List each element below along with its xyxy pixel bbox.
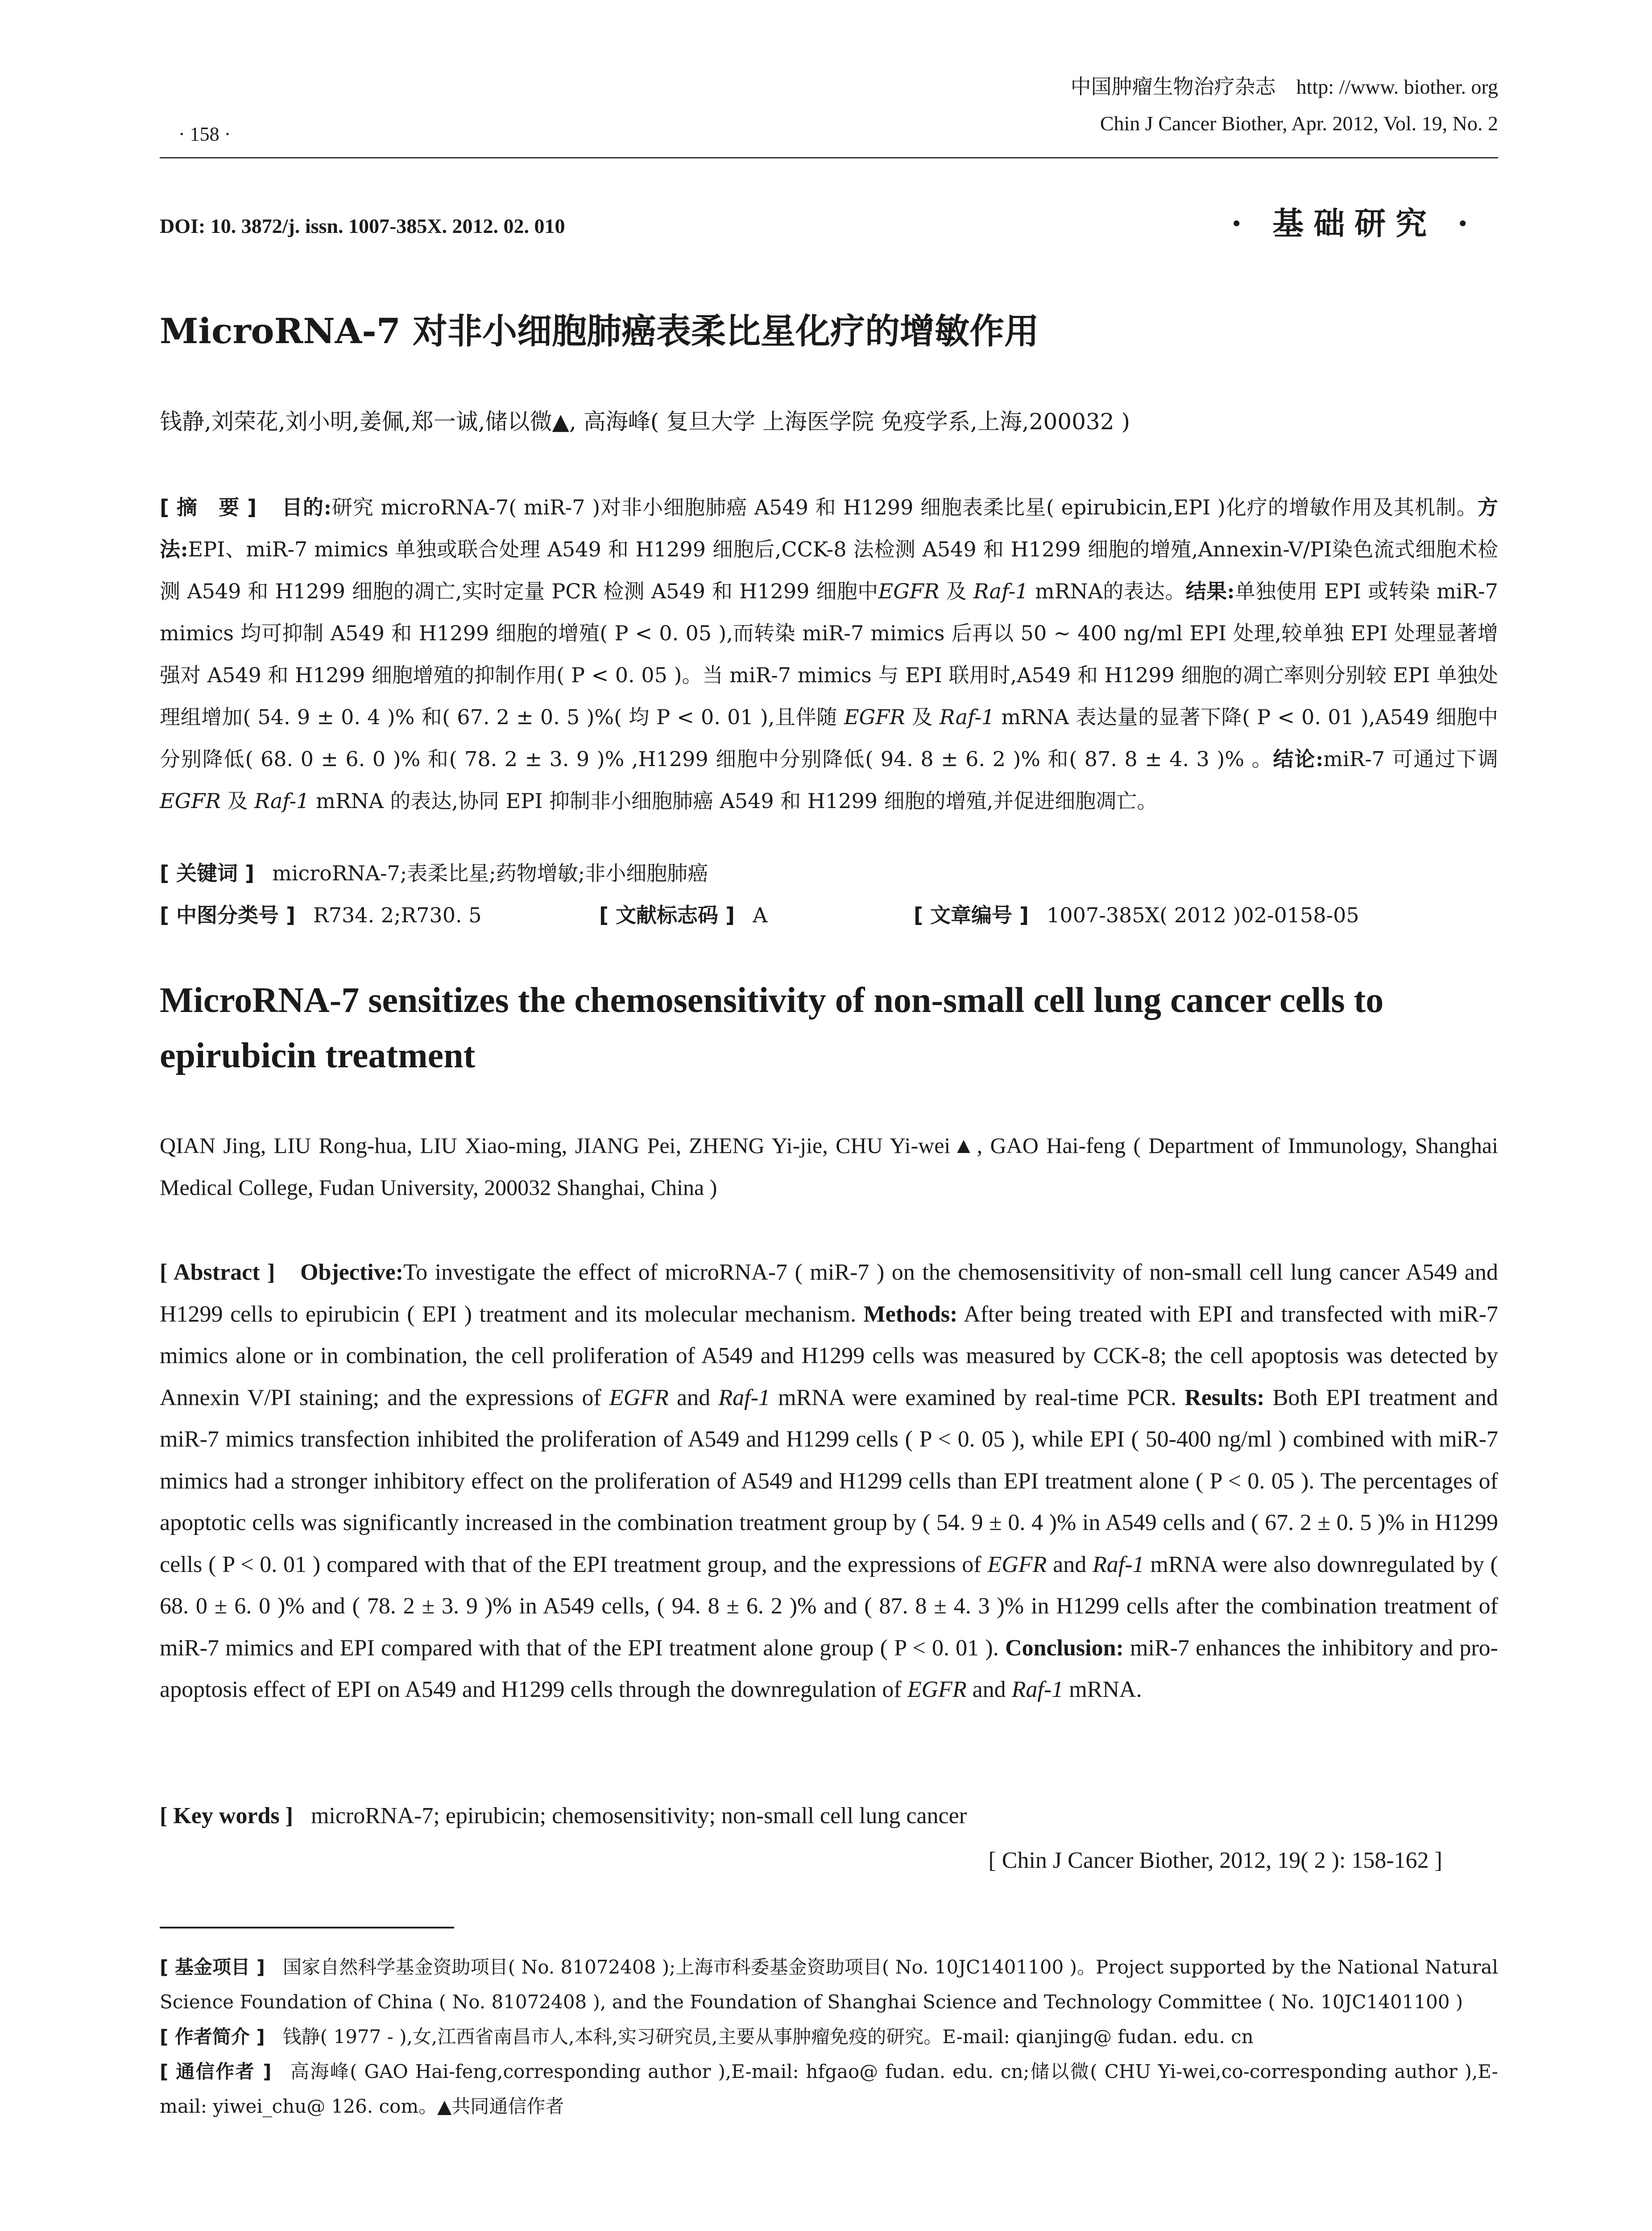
- gene-raf1: Raf-1: [973, 579, 1029, 603]
- gene-egfr: EGFR: [609, 1385, 669, 1410]
- and-en: and: [668, 1385, 719, 1410]
- keywords-en: [160, 1803, 967, 1829]
- gene-egfr: EGFR: [878, 579, 940, 603]
- keywords-en-text: microRNA-7; epirubicin; chemosensitivity; non-small cell lung cancer: [311, 1803, 967, 1829]
- article-number-field: [914, 899, 1359, 929]
- gene-egfr: EGFR: [844, 705, 905, 729]
- journal-header-en: Chin J Cancer Biother, Apr. 2012, Vol. 19, No. 2: [1100, 112, 1498, 135]
- and-cn: 及: [905, 705, 940, 729]
- and-en: and: [1047, 1551, 1093, 1577]
- and-en: and: [966, 1677, 1012, 1702]
- conclusion-label-en: Conclusion:: [1005, 1635, 1124, 1661]
- fund-label: [ 基金项目 ]: [160, 1956, 265, 1978]
- conclusion-label-cn: 结论:: [1273, 747, 1324, 771]
- conclusion-cn-2: mRNA 的表达,协同 EPI 抑制非小细胞肺癌 A549 和 H1299 细胞的增殖,并促进细胞凋亡。: [309, 789, 1158, 813]
- keywords-cn-label: [ 关键词 ]: [160, 861, 255, 885]
- methods-en-1: After being treated with EPI and transfected with miR-7 mimics alone or in combination, the cell proliferation of A549 and H1299 cells was measured by CCK-8; the cell apoptosis was detected by Annexin V/PI staining; and the expressions of: [160, 1301, 1499, 1410]
- gene-egfr: EGFR: [160, 789, 221, 813]
- author-bio-label: [ 作者简介 ]: [160, 2026, 265, 2048]
- gene-raf1: Raf-1: [718, 1385, 770, 1410]
- corresponding-text: 高海峰( GAO Hai-feng,corresponding author ),E-mail: hfgao@ fudan. edu. cn;储以微( CHU Yi-wei,co-corresponding author ),E-mail: yiwei_chu@ 126. com。▲共同通信作者: [160, 2061, 1498, 2117]
- methods-cn-2: mRNA的表达。: [1028, 579, 1186, 603]
- objective-label-en: Objective:: [300, 1260, 404, 1285]
- footnotes: [160, 1950, 1498, 2124]
- conclusion-cn-1: miR-7 可通过下调: [1323, 747, 1499, 771]
- authors-en: QIAN Jing, LIU Rong-hua, LIU Xiao-ming, JIANG Pei, ZHENG Yi-jie, CHU Yi-wei▲, GAO Hai-feng ( Department of Immunology, Shanghai Medical College, Fudan University, 200032 Shanghai, China ): [160, 1133, 1498, 1200]
- results-en-2: mRNA were also downregulated by ( 68. 0 ± 6. 0 )% and ( 78. 2 ± 3. 9 )% in A549 cells, ( 94. 8 ± 6. 2 )% and ( 87. 8 ± 4. 3 )% in H1299 cells after the combination treatment of miR-7 mimics and EPI compared with that of the EPI treatment alone group ( P < 0. 01 ).: [160, 1551, 1498, 1661]
- and-cn: 及: [220, 789, 255, 813]
- conclusion-en-2: mRNA.: [1063, 1677, 1142, 1702]
- section-tag: · 基础研究 ·: [1231, 205, 1478, 242]
- authors-cn: 钱静,刘荣花,刘小明,姜佩,郑一诚,储以微▲, 高海峰( 复旦大学 上海医学院 免疫学系,上海,200032 ): [160, 409, 1130, 435]
- gene-egfr: EGFR: [907, 1677, 967, 1702]
- footnote-divider: [160, 1927, 454, 1928]
- keywords-cn-text: microRNA-7;表柔比星;药物增敏;非小细胞肺癌: [272, 861, 708, 885]
- conclusion-en-1: miR-7 enhances the inhibitory and pro-apoptosis effect of EPI on A549 and H1299 cells through the downregulation of: [160, 1635, 1499, 1702]
- objective-en: To investigate the effect of microRNA-7 ( miR-7 ) on the chemosensitivity of non-small cell lung cancer A549 and H1299 cells to epirubicin ( EPI ) treatment and its molecular mechanism.: [160, 1260, 1499, 1327]
- clc-value: R734. 2;R730. 5: [313, 903, 482, 927]
- classification-row: [160, 899, 1498, 941]
- doc-code-label: [ 文献标志码 ]: [599, 903, 735, 927]
- clc-label: [ 中图分类号 ]: [160, 903, 296, 927]
- gene-raf1: Raf-1: [1093, 1551, 1144, 1577]
- results-cn-2: mRNA 表达量的显著下降( P < 0. 01 ),A549 细胞中分别降低( 68. 0 ± 6. 0 )% 和( 78. 2 ± 3. 9 )% ,H1299 细胞中分别降低( 94. 8 ± 6. 2 )% 和( 87. 8 ± 4. 3 )% 。: [160, 705, 1498, 771]
- footnote-corresponding: [160, 2054, 1498, 2124]
- abstract-en: [160, 1252, 1498, 1711]
- methods-label-cn: 方法:: [160, 495, 1499, 561]
- methods-cn-1: EPI、miR-7 mimics 单独或联合处理 A549 和 H1299 细胞后,CCK-8 法检测 A549 和 H1299 细胞的增殖,Annexin-V/PI染色流式细胞术检测 A549 和 H1299 细胞的凋亡,实时定量 PCR 检测 A549 和 H1299 细胞中: [160, 537, 1498, 603]
- header-divider: [160, 157, 1498, 158]
- doc-code-field: [599, 899, 767, 929]
- doi: DOI: 10. 3872/j. issn. 1007-385X. 2012. 02. 010: [160, 215, 565, 237]
- gene-raf1: Raf-1: [939, 705, 995, 729]
- journal-header-cn: 中国肿瘤生物治疗杂志 http: //www. biother. org: [1070, 75, 1498, 98]
- footnote-author: [160, 2020, 1498, 2054]
- article-number-value: 1007-385X( 2012 )02-0158-05: [1047, 903, 1359, 927]
- footnote-fund: [160, 1950, 1498, 2020]
- doc-code-value: A: [753, 903, 768, 927]
- results-en-1: Both EPI treatment and miR-7 mimics transfection inhibited the proliferation of A549 and H1299 cells ( P < 0. 05 ), while EPI ( 50-400 ng/ml ) combined with miR-7 mimics had a stronger inhibitory effect on the proliferation of A549 and H1299 cells than EPI treatment alone ( P < 0. 05 ). The percentages of apoptotic cells was significantly increased in the combination treatment group by ( 54. 9 ± 0. 4 )% in A549 cells and ( 67. 2 ± 0. 5 )% in H1299 cells ( P < 0. 01 ) compared with that of the EPI treatment group, and the expressions of: [160, 1385, 1499, 1577]
- objective-label-cn: 目的:: [281, 495, 331, 519]
- and-cn: 及: [939, 579, 973, 603]
- page-number: · 158 ·: [178, 123, 231, 145]
- gene-raf1: Raf-1: [1011, 1677, 1064, 1702]
- title-en: MicroRNA-7 sensitizes the chemosensitivity of non-small cell lung cancer cells to epirubicin treatment: [160, 981, 1384, 1075]
- results-label-cn: 结果:: [1185, 579, 1235, 603]
- abstract-cn: [160, 486, 1498, 822]
- clc-field: [160, 899, 481, 929]
- citation: [ Chin J Cancer Biother, 2012, 19( 2 ): 158-162 ]: [988, 1848, 1442, 1873]
- keywords-cn: [160, 852, 1498, 894]
- results-label-en: Results:: [1184, 1385, 1265, 1410]
- methods-en-2: mRNA were examined by real-time PCR.: [770, 1385, 1176, 1410]
- title-cn: MicroRNA-7 对非小细胞肺癌表柔比星化疗的增敏作用: [160, 311, 1039, 352]
- objective-cn: 研究 microRNA-7( miR-7 )对非小细胞肺癌 A549 和 H1299 细胞表柔比星( epirubicin,EPI )化疗的增敏作用及其机制。: [331, 495, 1478, 519]
- abstract-en-label: [ Abstract ]: [160, 1260, 275, 1285]
- gene-egfr: EGFR: [987, 1551, 1047, 1577]
- methods-label-en: Methods:: [863, 1301, 958, 1327]
- results-cn-1: 单独使用 EPI 或转染 miR-7 mimics 均可抑制 A549 和 H1299 细胞的增殖( P < 0. 05 ),而转染 miR-7 mimics 后再以 50 ~ 400 ng/ml EPI 处理,较单独 EPI 处理显著增强对 A549 和 H1299 细胞增殖的抑制作用( P < 0. 05 )。当 miR-7 mimics 与 EPI 联用时,A549 和 H1299 细胞的凋亡率则分别较 EPI 单独处理组增加( 54. 9 ± 0. 4 )% 和( 67. 2 ± 0. 5 )%( 均 P < 0. 01 ),且伴随: [160, 579, 1498, 729]
- abstract-cn-label: [ 摘 要 ]: [160, 495, 257, 519]
- author-bio-text: 钱静( 1977 - ),女,江西省南昌市人,本科,实习研究员,主要从事肿瘤免疫的研究。E-mail: qianjing@ fudan. edu. cn: [282, 2026, 1254, 2048]
- article-number-label: [ 文章编号 ]: [914, 903, 1029, 927]
- keywords-en-label: [ Key words ]: [160, 1803, 293, 1829]
- gene-raf1: Raf-1: [254, 789, 310, 813]
- fund-text: 国家自然科学基金资助项目( No. 81072408 );上海市科委基金资助项目( No. 10JC1401100 )。Project supported by the National Natural Science Foundation of China ( No. 81072408 ), and the Foundation of Shanghai Science and Technology Committee ( No. 10JC1401100 ): [160, 1956, 1498, 2013]
- corresponding-label: [ 通信作者 ]: [160, 2061, 272, 2082]
